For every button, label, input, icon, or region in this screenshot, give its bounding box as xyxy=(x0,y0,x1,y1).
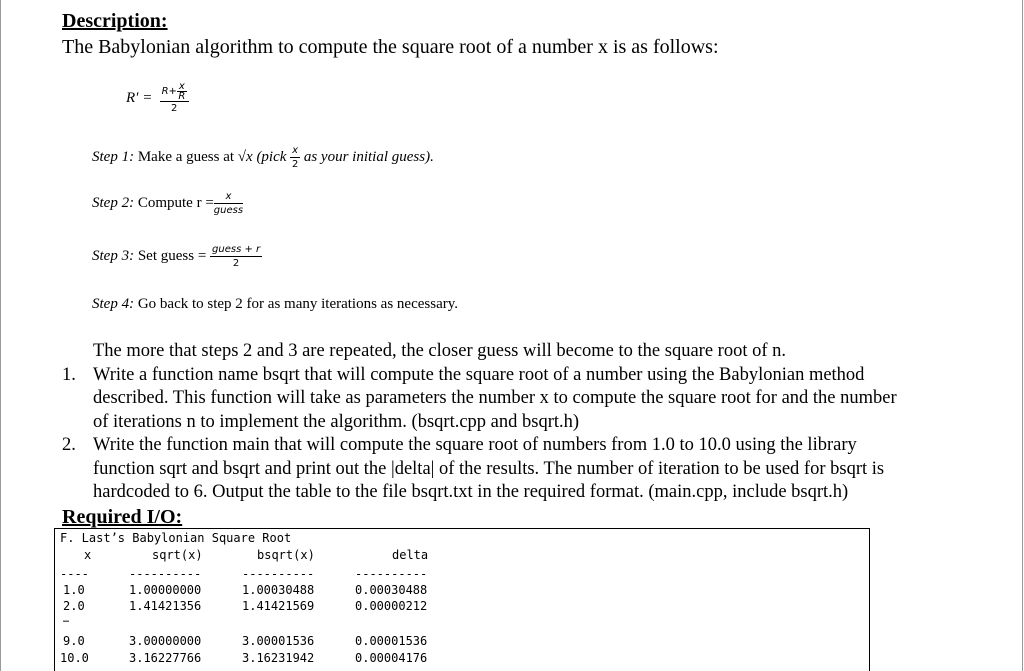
io-row-delta: 0.00004176 xyxy=(355,651,428,665)
step-3-label: Step 3: xyxy=(92,247,135,264)
step-1-text: Make a guess at xyxy=(137,148,235,165)
io-row-delta: 0.00001536 xyxy=(355,634,428,648)
step-3-frac-top: guess + r xyxy=(212,244,261,255)
io-row-x: 9.0 xyxy=(63,634,85,648)
io-header-sqrt: sqrt(x) xyxy=(152,548,203,562)
io-dash-sqrt: ---------- xyxy=(129,567,202,581)
io-dash-x: ---- xyxy=(60,567,89,581)
step-2-text: Compute r = xyxy=(137,194,214,211)
io-row-x: 10.0 xyxy=(60,651,89,665)
io-row-delta: 0.00000212 xyxy=(355,599,428,613)
io-row-sqrt: 3.16227766 xyxy=(129,651,202,665)
page-left-border xyxy=(0,0,1,671)
io-row-bsqrt: 1.00030488 xyxy=(242,583,315,597)
step-2-fraction xyxy=(214,190,243,217)
step-3 xyxy=(92,243,262,270)
io-row-sqrt: 1.41421356 xyxy=(129,599,202,613)
step-1 xyxy=(92,144,434,171)
step-1-frac-bottom: 2 xyxy=(291,159,299,170)
item-2-line-2: function sqrt and bsqrt and print out the |delta| of the results. The number of iteration to be used for bsqrt is xyxy=(93,459,885,479)
step-2-frac-top: x xyxy=(214,190,243,204)
item-1-line-3: of iterations n to implement the algorithm. (bsqrt.cpp and bsqrt.h) xyxy=(93,412,580,432)
page-right-border xyxy=(1022,0,1023,671)
formula-num-x: x xyxy=(178,81,185,92)
formula-lhs: R′ = xyxy=(126,90,153,106)
io-dash-bsqrt: ---------- xyxy=(242,567,315,581)
formula-num-r: R+ xyxy=(161,85,177,97)
io-dash-delta: ---------- xyxy=(355,567,428,581)
io-row-bsqrt: 3.16231942 xyxy=(242,651,315,665)
step-3-frac-bottom: 2 xyxy=(232,258,240,269)
step-2-frac-bottom: guess xyxy=(213,205,244,216)
step-4 xyxy=(92,296,458,313)
io-row-x: 1.0 xyxy=(63,583,85,597)
item-1-number: 1. xyxy=(62,365,76,385)
io-row-x: 2.0 xyxy=(63,599,85,613)
step-1-paren: (pick xyxy=(256,148,287,165)
io-row-delta: 0.00030488 xyxy=(355,583,428,597)
description-heading: Description: xyxy=(62,10,168,32)
formula-num-r-den: R xyxy=(178,91,186,102)
step-4-text: Go back to step 2 for as many iterations as necessary. xyxy=(137,296,459,312)
io-header-delta: delta xyxy=(392,548,429,562)
io-title: F. Last’s Babylonian Square Root xyxy=(60,531,292,545)
formula-fraction xyxy=(160,82,189,115)
required-io-heading: Required I/O: xyxy=(62,506,183,528)
formula-den: 2 xyxy=(171,103,178,114)
step-1-sqrt: √x xyxy=(237,148,253,165)
babylonian-formula xyxy=(126,82,189,115)
step-1-frac-top: x xyxy=(292,145,299,156)
item-2-line-3: hardcoded to 6. Output the table to the file bsqrt.txt in the required format. (main.cpp, include bsqrt.h) xyxy=(93,482,849,502)
step-1-label: Step 1: xyxy=(92,148,135,165)
io-row-bsqrt: 1.41421569 xyxy=(242,599,315,613)
step-3-text: Set guess = xyxy=(137,247,207,264)
item-2-number: 2. xyxy=(62,435,76,455)
item-1-line-1: Write a function name bsqrt that will compute the square root of a number using the Babylonian method xyxy=(93,365,865,385)
step-2-label: Step 2: xyxy=(92,194,135,211)
io-header-x: x xyxy=(84,548,92,562)
io-row-sqrt: 3.00000000 xyxy=(129,634,202,648)
item-2-line-1: Write the function main that will compute the square root of numbers from 1.0 to 10.0 using the library xyxy=(93,435,857,455)
io-row-sqrt: 1.00000000 xyxy=(129,583,202,597)
step-4-label: Step 4: xyxy=(92,296,135,312)
io-header-bsqrt: bsqrt(x) xyxy=(257,548,315,562)
repeat-paragraph: The more that steps 2 and 3 are repeated, the closer guess will become to the square root of n. xyxy=(93,341,787,361)
step-3-fraction xyxy=(210,243,262,270)
step-1-fraction xyxy=(290,144,300,171)
io-ellipsis: … xyxy=(63,614,70,625)
item-1-line-2: described. This function will take as parameters the number x to compute the square root for and the number xyxy=(93,388,897,408)
step-2 xyxy=(92,190,243,217)
intro-text: The Babylonian algorithm to compute the square root of a number x is as follows: xyxy=(62,36,719,58)
io-row-bsqrt: 3.00001536 xyxy=(242,634,315,648)
step-1-tail: as your initial guess). xyxy=(303,148,434,165)
